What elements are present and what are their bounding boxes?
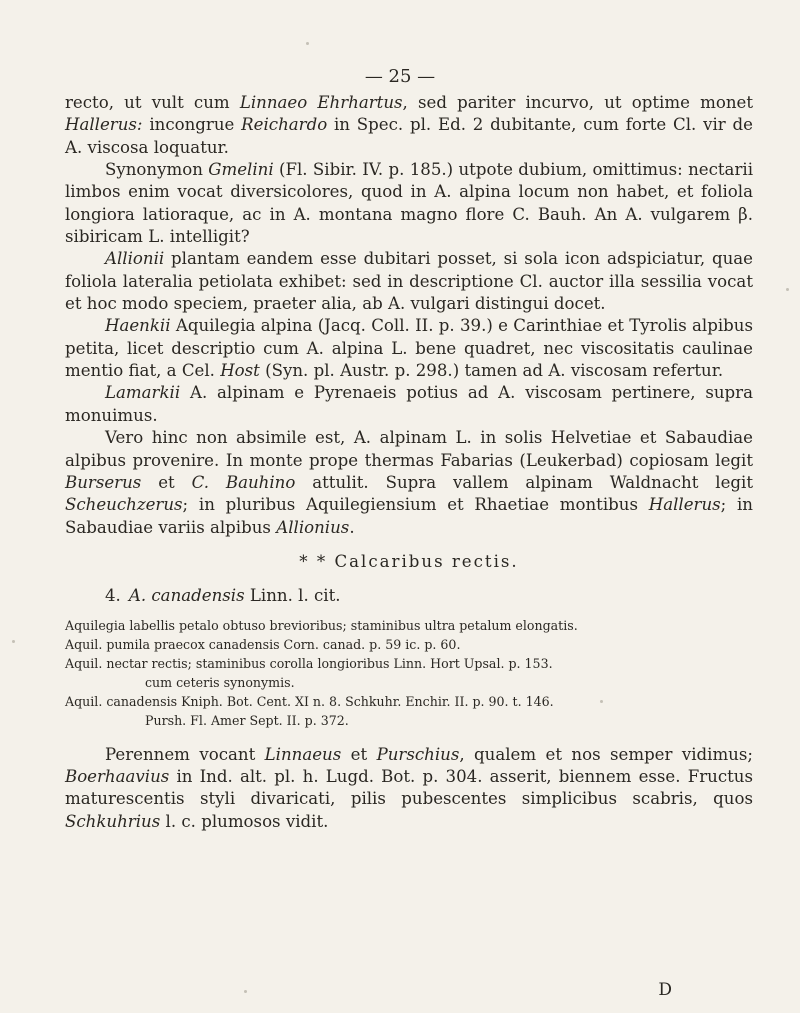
paragraph-2: Synonymon Gmelini (Fl. Sibir. IV. p. 185.) utpote dubium, omittimus: nectarii limbos enim vocat diversicolores, quod in A. alpina locum non habet, et foliola longiora latioraque, ac in A. montana magno flore C. Bauh. An A. vulgarem β. sibiricam L. intelligit? — [65, 160, 753, 247]
paragraph-3: Allionii plantam eandem esse dubitari posset, si sola icon adspiciatur, quae foliola lateralia petiolata exhibet: sed in descriptione Cl. auctor illa sessilia vocat et hoc modo speciem, praeter alia, ab A. vulgari distingui docet. — [65, 249, 753, 314]
paragraph-6: Vero hinc non absimile est, A. alpinam L. in solis Helvetiae et Sabaudiae alpibus provenire. In monte prope thermas Fabarias (Leukerbad) copiosam legit Burserus et C. Bauhino attulit. Supra vallem alpinam Waldnacht legit Scheuchzerus; in pluribus Aquilegiensium et Rhaetiae montibus Hallerus; in Sabaudiae variis alpibus Allionius. — [65, 428, 753, 537]
synonym-entry: Aquil. pumila praecox canadensis Corn. canad. p. 59 ic. p. 60. — [65, 636, 461, 652]
paper-speck — [12, 640, 15, 643]
synonym-entry: Aquil. canadensis Kniph. Bot. Cent. XI n. 8. Schkuhr. Enchir. II. p. 90. t. 146. — [65, 693, 554, 709]
synonym-entry: Aquil. nectar rectis; staminibus corolla longioribus Linn. Hort Upsal. p. 153. — [65, 655, 553, 671]
synonym-continuation: cum ceteris synonymis. — [145, 674, 295, 690]
signature-mark: D — [658, 980, 672, 1000]
paper-speck — [786, 288, 789, 291]
paragraph-1: recto, ut vult cum Linnaeo Ehrhartus, sed pariter incurvo, ut optime monet Hallerus: incongrue Reichardo in Spec. pl. Ed. 2 dubitante, cum forte Cl. vir de A. viscosa loquatur. — [65, 93, 754, 157]
synonym-entry: Aquilegia labellis petalo obtuso brevioribus; staminibus ultra petalum elongatis. — [65, 617, 578, 633]
synonym-continuation: Pursh. Fl. Amer Sept. II. p. 372. — [145, 712, 349, 728]
paragraph-final: Perennem vocant Linnaeus et Purschius, qualem et nos semper vidimus; Boerhaavius in Ind. alt. pl. h. Lugd. Bot. p. 304. asserit, biennem esse. Fructus maturescentis styli divaricati, pilis pubescentes simplicibus scabris, quos Schkuhrius l. c. plumosos vidit. — [65, 744, 753, 831]
paragraph-4: Haenkii Aquilegia alpina (Jacq. Coll. II. p. 39.) e Carinthiae et Tyrolis alpibus petita, licet descriptio cum A. alpina L. bene quadret, nec viscositatis caulinae mentio fiat, a Cel. Host (Syn. pl. Austr. p. 298.) tamen ad A. viscosam refertur. — [65, 316, 753, 381]
text-body — [65, 92, 753, 833]
section-heading: * * Calcaribus rectis. — [299, 551, 519, 571]
paragraph-5: Lamarkii A. alpinam e Pyrenaeis potius ad A. viscosam pertinere, supra monuimus. — [65, 383, 753, 425]
paper-speck — [244, 990, 247, 993]
page-number: — 25 — — [364, 66, 436, 87]
paper-speck — [306, 42, 309, 45]
species-heading: 4. A. canadensis Linn. l. cit. — [105, 586, 341, 606]
paper-speck — [600, 700, 603, 703]
synonym-list — [65, 616, 753, 730]
